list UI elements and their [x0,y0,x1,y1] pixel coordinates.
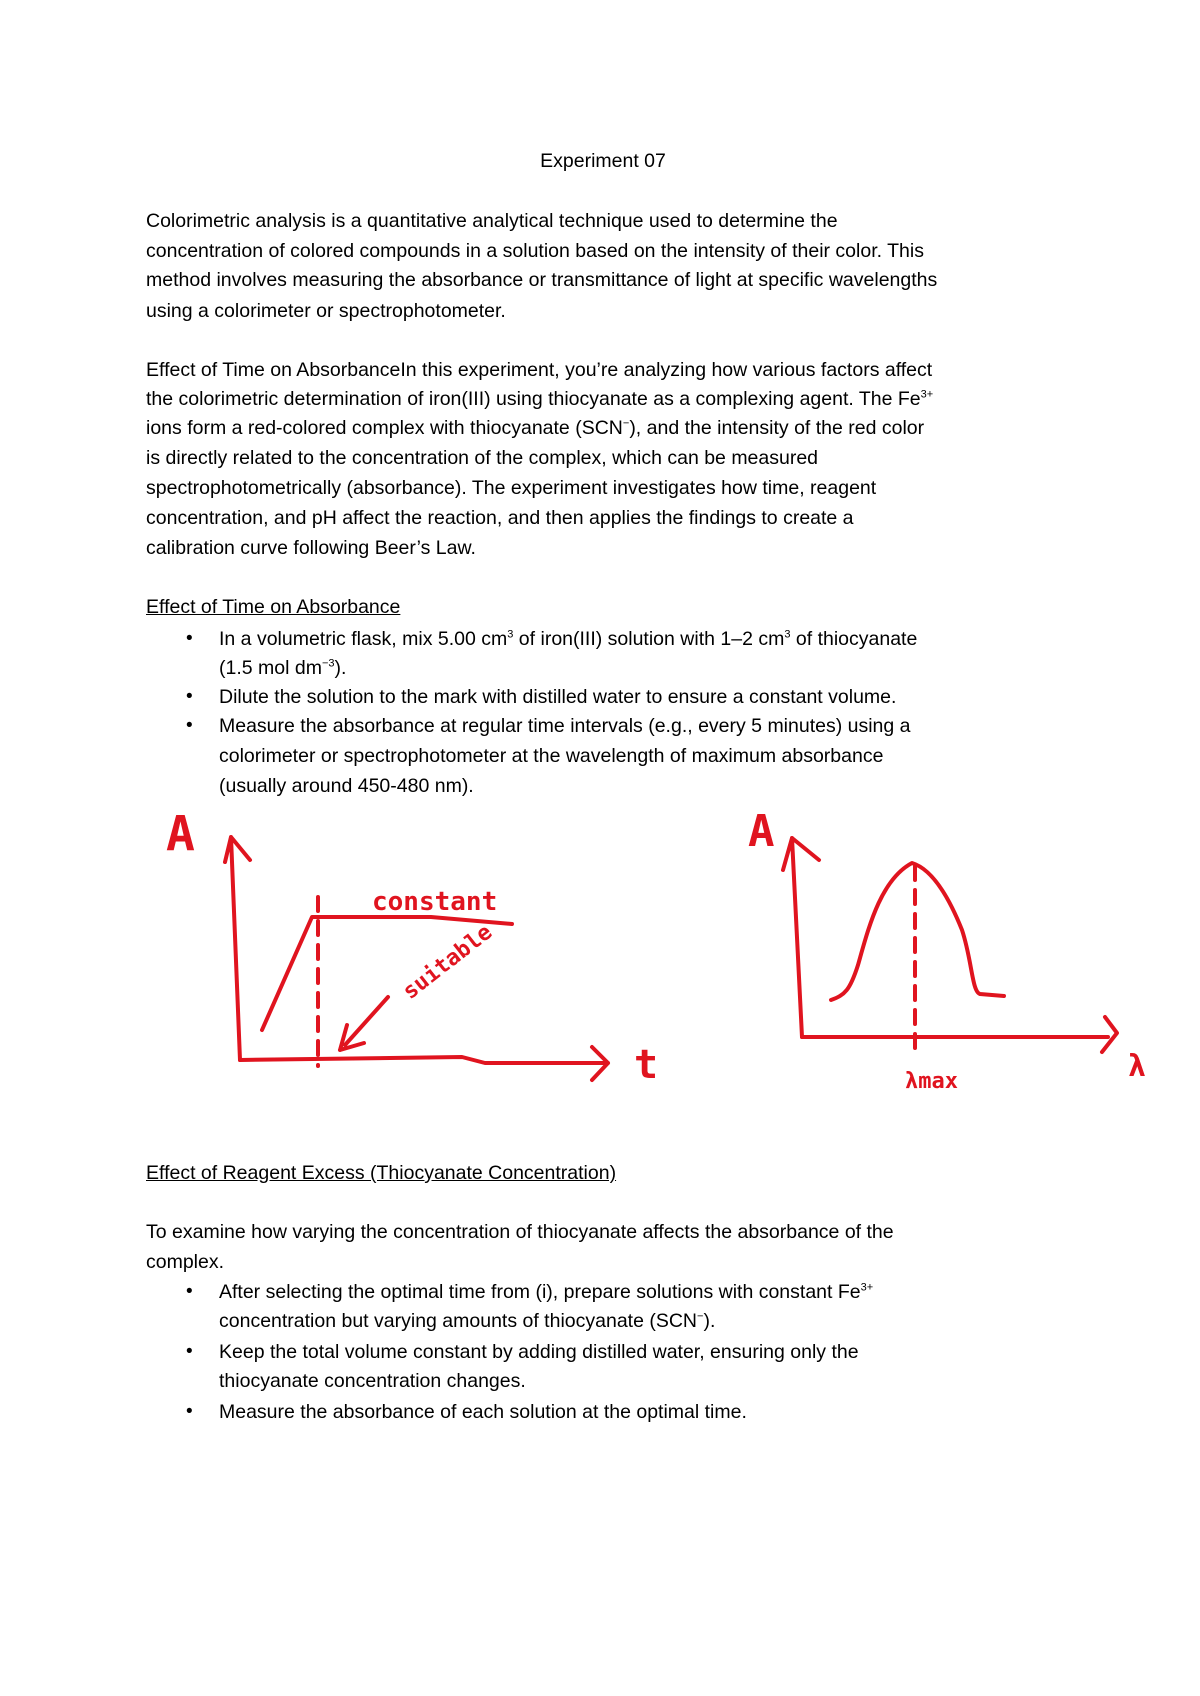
bullet-text: colorimeter or spectrophotometer at the wavelength of maximum absorbance [219,745,884,767]
sketch2-y-label: A [748,806,775,857]
lambda-max-label: λmax [905,1069,958,1094]
section-heading-time: Effect of Time on Absorbance [146,596,401,618]
para-line: calibration curve following Beer’s Law. [146,537,476,559]
sketch-absorbance-vs-time [166,806,658,1088]
intro-line: concentration of colored compounds in a solution based on the intensity of their color. This [146,240,924,262]
bullet: • [186,1401,193,1422]
page-title: Experiment 07 [540,150,666,172]
intro-line: using a colorimeter or spectrophotometer. [146,300,506,322]
x-axis [240,1047,608,1080]
section-heading-reagent: Effect of Reagent Excess (Thiocyanate Concentration) [146,1162,617,1184]
bullet: • [186,1281,193,1302]
bullet-text: (1.5 mol $dm^{-3}$). [219,657,347,679]
bullet-text: (usually around 450-480 nm). [219,775,474,797]
para-line: Effect of Time on AbsorbanceIn this experiment, you’re analyzing how various factors affect [146,359,933,381]
y-axis [783,838,819,1037]
intro-line: Colorimetric analysis is a quantitative analytical technique used to determine the [146,210,838,232]
arrow [340,997,388,1050]
bullet-text: Dilute the solution to the mark with distilled water to ensure a constant volume. [219,686,897,708]
note-constant: constant [372,887,498,917]
sketch2-x-label: λ [1128,1049,1147,1084]
y-axis [225,837,250,1060]
note-suitable: suitable [398,919,498,1005]
intro-line: method involves measuring the absorbance or transmittance of light at specific wavelengths [146,269,938,291]
para-line: concentration, and pH affect the reaction, and then applies the findings to create a [146,507,854,529]
bullet: • [186,715,193,736]
bullet-text: Measure the absorbance at regular time intervals (e.g., every 5 minutes) using a [219,715,911,737]
bullet-text: thiocyanate concentration changes. [219,1370,526,1392]
para-line: spectrophotometrically (absorbance). The experiment investigates how time, reagent [146,477,877,499]
bullet-text: Keep the total volume constant by adding distilled water, ensuring only the [219,1341,859,1363]
para-line: ions form a red-colored complex with thiocyanate (SCN−), and the intensity of the red color [146,417,925,439]
section-intro: complex. [146,1251,225,1273]
sketch1-y-label: A [166,806,195,862]
bullet-text: Measure the absorbance of each solution at the optimal time. [219,1401,747,1423]
section-intro: To examine how varying the concentration of thiocyanate affects the absorbance of the [146,1221,894,1243]
sketch-absorbance-vs-wavelength [748,806,1146,1094]
bullet: • [186,1341,193,1362]
absorption-peak [831,863,1004,1000]
x-axis [802,1017,1117,1052]
para-line: is directly related to the concentration of the complex, which can be measured [146,447,819,469]
para-line: the colorimetric determination of iron(III) using thiocyanate as a complexing agent. The $Fe^{3+}$ [146,388,934,410]
bullet-text: In a volumetric flask, mix 5.00 $cm^3$ of iron(III) solution with 1–2 $cm^3$ of thiocyanate [219,628,918,650]
bullet-text: After selecting the optimal time from (i), prepare solutions with constant $Fe^{3+}$ [219,1281,874,1303]
sketch1-x-label: t [634,1042,659,1088]
bullet: • [186,628,193,649]
bullet-text: concentration but varying amounts of thiocyanate (SCN−). [219,1310,716,1332]
bullet: • [186,686,193,707]
